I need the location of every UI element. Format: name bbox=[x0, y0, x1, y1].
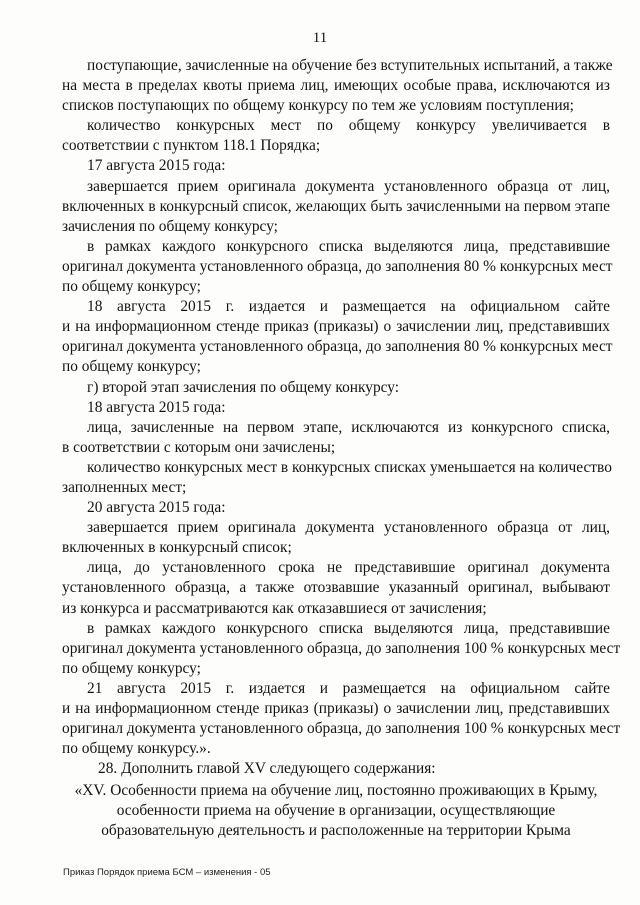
text-line: включенных в конкурсный список, желающих быть зачисленными на первом этапе bbox=[62, 197, 610, 215]
text-line: 17 августа 2015 года: bbox=[87, 157, 226, 175]
chapter-heading-line-2: особенности приема на обучение в организации, осуществляющие bbox=[116, 802, 556, 819]
text-line: лица, зачисленные на первом этапе, исключаются из конкурсного списка, bbox=[87, 418, 610, 436]
text-line: в рамках каждого конкурсного списка выделяются лица, представившие bbox=[87, 237, 610, 255]
text-line: г) второй этап зачисления по общему конкурсу: bbox=[87, 378, 400, 396]
text-line: завершается прием оригинала документа установленного образца от лиц, bbox=[87, 177, 610, 195]
text-line: количество конкурсных мест по общему конкурсу увеличивается в bbox=[87, 117, 610, 135]
text-line: лица, до установленного срока не представившие оригинал документа bbox=[87, 559, 610, 577]
text-line: соответствии с пунктом 118.1 Порядка; bbox=[62, 137, 321, 155]
text-line: по общему конкурсу; bbox=[62, 278, 201, 296]
text-line: по общему конкурсу; bbox=[62, 659, 201, 677]
text-line: по общему конкурсу.». bbox=[62, 740, 211, 758]
text-line: оригинал документа установленного образца, до заполнения 80 % конкурсных мест bbox=[62, 338, 613, 356]
text-line: по общему конкурсу; bbox=[62, 358, 201, 376]
text-line: включенных в конкурсный список; bbox=[62, 539, 292, 557]
text-line: и на информационном стенде приказ (приказы) о зачислении лиц, представивших bbox=[62, 318, 610, 336]
text-line: 28. Дополнить главой XV следующего содержания: bbox=[98, 760, 436, 778]
text-line: зачисления по общему конкурсу; bbox=[62, 217, 278, 235]
text-line: заполненных мест; bbox=[62, 478, 187, 496]
text-line: установленного образца, а также отозвавшие указанный оригинал, выбывают bbox=[62, 579, 610, 597]
text-line: 18 августа 2015 года: bbox=[87, 398, 226, 416]
text-line: в рамках каждого конкурсного списка выделяются лица, представившие bbox=[87, 619, 610, 637]
text-line: на места в пределах квоты приема лиц, имеющих особые права, исключаются из bbox=[62, 77, 610, 95]
text-line: в соответствии с которым они зачислены; bbox=[62, 438, 336, 456]
text-line: оригинал документа установленного образца, до заполнения 80 % конкурсных мест bbox=[62, 257, 613, 275]
text-line: и на информационном стенде приказ (приказы) о зачислении лиц, представивших bbox=[62, 700, 610, 717]
text-line: списков поступающих по общему конкурсу по тем же условиям поступления; bbox=[62, 97, 574, 115]
text-line: 21 августа 2015 г. издается и размещается на официальном сайте bbox=[87, 679, 610, 697]
text-line: 20 августа 2015 года: bbox=[87, 499, 226, 517]
text-line: завершается прием оригинала документа установленного образца от лиц, bbox=[87, 519, 610, 537]
text-line: оригинал документа установленного образца, до заполнения 100 % конкурсных мест bbox=[62, 639, 621, 657]
text-line: оригинал документа установленного образца, до заполнения 100 % конкурсных мест bbox=[62, 720, 621, 738]
page-number: 11 bbox=[312, 30, 328, 46]
text-line: поступающие, зачисленные на обучение без вступительных испытаний, а также bbox=[87, 57, 613, 74]
text-line: 18 августа 2015 г. издается и размещается на официальном сайте bbox=[87, 298, 610, 316]
chapter-heading-line-3: образовательную деятельность и расположенные на территории Крыма bbox=[101, 822, 571, 839]
document-body bbox=[62, 56, 621, 779]
text-line: количество конкурсных мест в конкурсных списках уменьшается на количество bbox=[87, 458, 612, 476]
footer-note: Приказ Порядок приема БСМ – изменения - 05 bbox=[63, 867, 271, 878]
text-line: из конкурса и рассматриваются как отказавшиеся от зачисления; bbox=[62, 599, 487, 617]
chapter-heading-line-1: «XV. Особенности приема на обучение лиц, постоянно проживающих в Крыму, bbox=[74, 782, 598, 799]
